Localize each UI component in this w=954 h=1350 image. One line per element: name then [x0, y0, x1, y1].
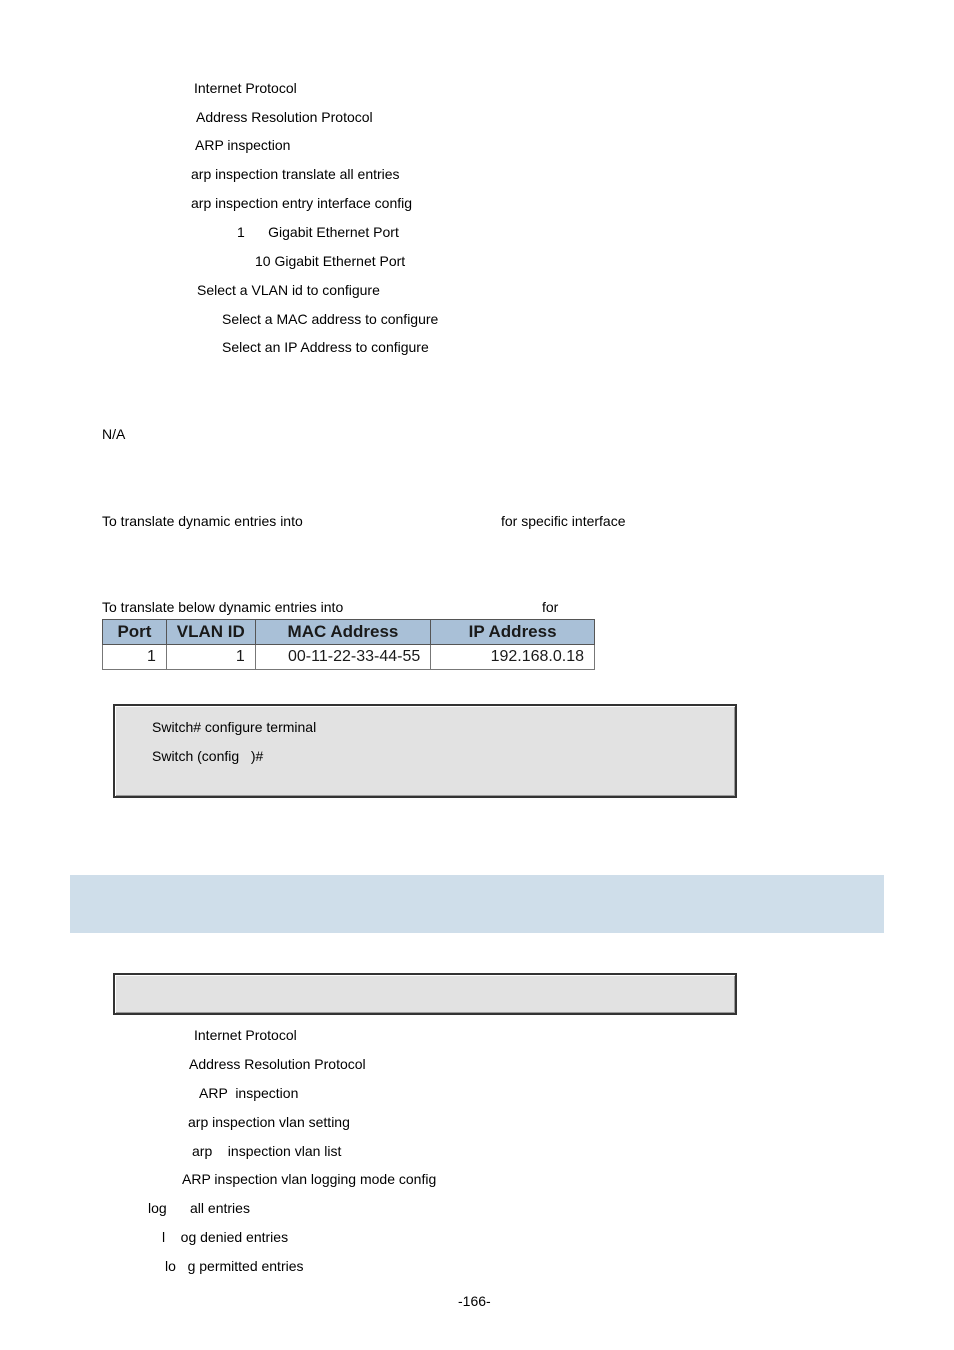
command-syntax-box [113, 973, 737, 1015]
table-row [103, 645, 595, 670]
section-heading-band [70, 875, 884, 933]
column-header-port: Port [103, 620, 167, 645]
param-ip-address: Select an IP Address to configure [222, 339, 429, 355]
cell-mac-address: 00-11-22-33-44-55 [255, 645, 431, 670]
cell-ip-address: 192.168.0.18 [431, 645, 595, 670]
param-logging-mode: ARP inspection vlan logging mode config [182, 1171, 437, 1187]
cli-line-1: Switch# configure terminal [152, 719, 317, 735]
param-ip: Internet Protocol [194, 80, 297, 96]
param-log-all: log all entries [148, 1200, 250, 1216]
cell-port: 1 [103, 645, 167, 670]
arp-entry-table [102, 619, 595, 670]
column-header-vlan-id: VLAN ID [166, 620, 255, 645]
param-vlan-setting: arp inspection vlan setting [188, 1114, 350, 1130]
param-log-permitted: lo g permitted entries [165, 1258, 304, 1274]
param-arp: Address Resolution Protocol [196, 109, 373, 125]
param-vlan-id: Select a VLAN id to configure [197, 282, 380, 298]
param-10g-port: 10 Gigabit Ethernet Port [255, 253, 406, 269]
usage-text-start: To translate dynamic entries into [102, 513, 303, 529]
column-header-ip-address: IP Address [431, 620, 595, 645]
param-inspection-2: ARP inspection [199, 1085, 299, 1101]
example-text-start: To translate below dynamic entries into [102, 599, 344, 615]
page-number: -166- [458, 1293, 491, 1309]
usage-text-end: for specific interface [501, 513, 626, 529]
column-header-mac-address: MAC Address [255, 620, 431, 645]
example-text-end: for [542, 599, 559, 615]
cell-vlan-id: 1 [166, 645, 255, 670]
default-value: N/A [102, 426, 126, 442]
param-translate-all: arp inspection translate all entries [191, 166, 400, 182]
param-vlan-list: arp inspection vlan list [192, 1143, 342, 1159]
param-entry-interface: arp inspection entry interface config [191, 195, 413, 211]
param-log-denied: l og denied entries [162, 1229, 289, 1245]
param-arp-2: Address Resolution Protocol [189, 1056, 366, 1072]
param-mac-address: Select a MAC address to configure [222, 311, 439, 327]
param-inspection: ARP inspection [195, 137, 291, 153]
cli-line-2: Switch (config )# [152, 748, 264, 764]
param-ip-2: Internet Protocol [194, 1027, 297, 1043]
param-gigabit-port: 1 Gigabit Ethernet Port [237, 224, 399, 240]
table-header-row [103, 620, 595, 645]
